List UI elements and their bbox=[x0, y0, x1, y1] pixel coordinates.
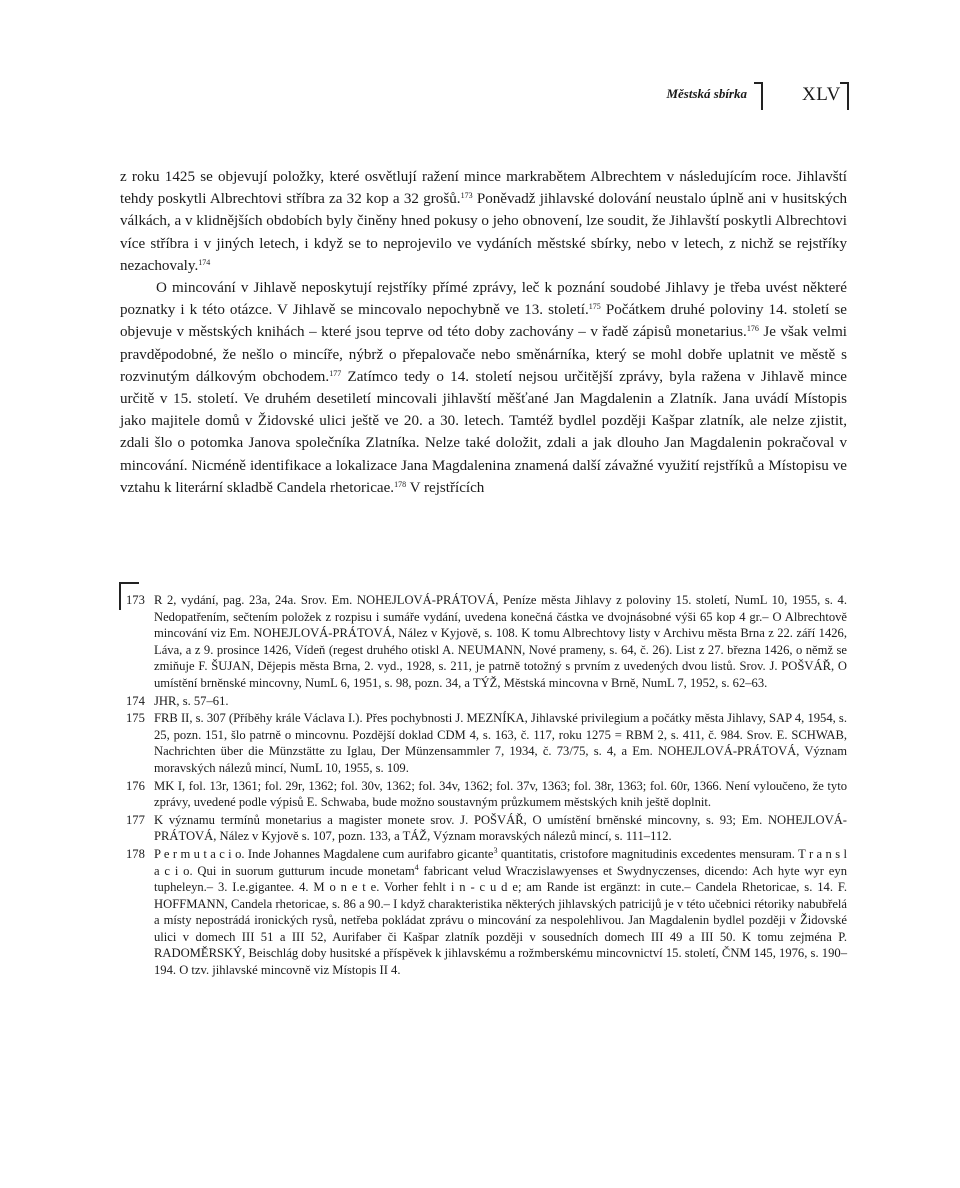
paragraph bbox=[120, 277, 847, 499]
text-run: Poněvadž jihlavské dolování neustalo úplně ani v husitských válkách, a v klidnějších obdobích byly činěny hned pokusy o jeho obnovení, lze soudit, že Jihlavští poskytli Albrechtovi více stříbra i v jiných letech, i když se to neprojevilo ve vydáních městské sbírky, nebo v letech, z nichž se rejstříky nezachovaly. bbox=[120, 191, 848, 274]
footnote-ref: 174 bbox=[198, 257, 211, 267]
footnote-ref: 177 bbox=[329, 368, 342, 378]
paragraph bbox=[120, 166, 847, 277]
footnote-ref: 178 bbox=[394, 479, 407, 489]
footnote-text bbox=[154, 812, 847, 845]
header-bracket-mark bbox=[754, 82, 763, 110]
text-run: z roku 1425 se objevují položky, které osvětlují ražení mince markrabětem Albrechtem v následujícím roce. Jihlavští tehdy poskytli Albrechtovi stříbra za 32 kop a 32 grošů. bbox=[120, 169, 847, 208]
footnote-number: 175 bbox=[126, 711, 145, 726]
footnote-ref: 175 bbox=[588, 302, 601, 312]
section-title: Městská sbírka bbox=[666, 86, 747, 101]
footnote-text bbox=[154, 592, 847, 692]
footnote-number: 176 bbox=[126, 778, 145, 793]
footnote bbox=[120, 693, 847, 710]
footnote-number: 173 bbox=[126, 593, 145, 607]
text-run: fabricant velud Wraczislawyenses et Swydnyczenses, dicendo: Ach hyte wyr eyn tupheleyn.– 3. I.e.gigantee. 4. M o n e t e. Vorher fehlt i n - c u d e; am Rande ist ergänzt: in cute.– Candela Rhetoricae, s. 14. F. HOFFMANN, Candela rhetoricae, s. 86 a 90.– I když charakteristika některých jihlavských patricijů je v této učebnici rétoriky nabubřelá a místy nepostrádá ironických rysů, netřeba pokládat zprávu o mincování za nespolehlivou. Jan Magdalenin bydlel později v Židovské ulici v domech III 51 a III 52, Aurifaber či Kašpar zlatník později v sousedních domech III 49 a III 50. K tomu zejména P. RADOMĚRSKÝ, Beischlág doby husitské a příspěvek k jihlavskému a rožmberskému mincovnictví 15. století, ČNM 145, 1976, s. 190–194. O tzv. jihlavské mincovně viz Místopis II 4. bbox=[154, 863, 847, 978]
text-run: V rejstřících bbox=[406, 479, 485, 496]
footnote-number: 177 bbox=[126, 812, 145, 827]
footnote-text bbox=[154, 846, 847, 979]
footnote bbox=[120, 778, 847, 811]
footnote-ref: 3 bbox=[493, 845, 498, 855]
footnotes bbox=[120, 592, 847, 980]
header-bracket-mark bbox=[840, 82, 849, 110]
footnote-text bbox=[154, 710, 847, 776]
main-text bbox=[120, 166, 847, 499]
footnote bbox=[120, 846, 847, 979]
footnote-number: 178 bbox=[126, 846, 145, 861]
text-run: Počátkem druhé poloviny 14. století se objevuje v městských knihách – které jsou teprve od této doby zachovány – v řadě zápisů monetarius. bbox=[120, 302, 847, 341]
running-header bbox=[0, 80, 960, 112]
text-run: FRB II, s. 307 (Příběhy krále Václava I.). Přes pochybnosti J. MEZNÍKA, Jihlavské privilegium a počátky města Jihlavy, SAP 4, 1954, s. 25, pozn. 151, šlo patrně o mincovnu. Pozdější doklad CDM 4, s. 163, č. 117, roku 1275 = RBM 2, s. 411, č. 984. Srov. E. SCHWAB, Nachrichten über die Münzstätte zu Iglau, Der Münzensammler 7, 1934, č. 73/75, s. 4, a Em. NOHEJLOVÁ-PRÁTOVÁ, Význam moravských nálezů mincí, NumL 10, 1955, s. 109. bbox=[154, 711, 847, 775]
footnote-text bbox=[154, 778, 847, 811]
text-run: quantitatis, cristofore magnitudinis excedentes mensuram. T r a n s l a c i o. Qui in suorum gutturum incude monetam bbox=[154, 846, 847, 878]
text-run: Zatímco tedy o 14. století nejsou určitější zprávy, byla ražena v Jihlavě mince určitě v 15. století. Ve druhém desetiletí mincovali jihlavští měšťané Jan Magdalenin a Zlatník. Jana uvádí Místopis jako majitele domů v Židovské ulici ještě ve 20. a 30. letech. Tamtéž bydlel později Kašpar zlatník, ale nelze zjistit, zdali šlo o potomka Janova společníka Zlatníka. Nelze také doložit, zdali a jak dlouho Jan Magdalenin pokračoval v mincování. Nicméně identifikace a lokalizace Jana Magdalenina znamená další závažné využití rejstříků a Místopisu ve vztahu k literární skladbě Candela rhetoricae. bbox=[120, 368, 847, 496]
text-run: P e r m u t a c i o. Inde Johannes Magdalene cum aurifabro gicante bbox=[154, 846, 494, 861]
text-run: MK I, fol. 13r, 1361; fol. 29r, 1362; fol. 30v, 1362; fol. 34v, 1362; fol. 37v, 1363; fol. 38r, 1363; fol. 60r, 1366. Není vyloučeno, že tyto zprávy, uvedené podle výpisů E. Schwaba, bude možno soustavným průzkumem městských knih ještě doplnit. bbox=[154, 778, 847, 810]
text-run: R 2, vydání, pag. 23a, 24a. Srov. Em. NOHEJLOVÁ-PRÁTOVÁ, Peníze města Jihlavy z poloviny 15. století, NumL 10, 1955, s. 4. Nedopatřením, sečtením položek z rozpisu i sumáře vydání, uvedena konečná částka ve dvojnásobné výši 65 kop 4 gr.– O Albrechtově mincování viz Em. NOHEJLOVÁ-PRÁTOVÁ, Nález v Kyjově, s. 108. K tomu Albrechtovy listy v Archivu města Brna z 22. září 1426, Láva, a z 9. prosince 1426, Vídeň (regest druhého otiskl A. NEUMANN, Nové prameny, s. 64, č. 26). List z 27. března 1426, o němž se zmiňuje F. ŠUJAN, Dějepis města Brna, 2. vyd., 1928, s. 211, je patrně totožný s prvním z uvedených dvou listů. Srov. J. POŠVÁŘ, O umístění brněnské mincovny, NumL 6, 1951, s. 98, pozn. 34, a TÝŽ, Městská mincovna v Brně, NumL 7, 1952, s. 62–63. bbox=[154, 593, 847, 690]
footnote bbox=[120, 710, 847, 776]
footnote-ref: 176 bbox=[746, 324, 759, 334]
text-run: K významu termínů monetarius a magister monete srov. J. POŠVÁŘ, O umístění brněnské mincovny, s. 93; Em. NOHEJLOVÁ-PRÁTOVÁ, Nález v Kyjově s. 107, pozn. 133, a TÁŽ, Význam moravských nálezů mincí, s. 111–112. bbox=[154, 812, 847, 844]
footnote bbox=[120, 812, 847, 845]
footnote-ref: 173 bbox=[460, 191, 473, 201]
footnote-text bbox=[154, 693, 847, 710]
text-run: JHR, s. 57–61. bbox=[154, 693, 229, 708]
text-run: O mincování v Jihlavě neposkytují rejstříky přímé zprávy, leč k poznání soudobé Jihlavy je třeba uvést některé poznatky i k této otázce. V Jihlavě se mincovalo nepochybně ve 13. století. bbox=[120, 280, 847, 319]
page-number: XLV bbox=[802, 84, 841, 105]
footnote-number: 174 bbox=[126, 693, 145, 708]
footnote bbox=[120, 592, 847, 692]
text-run: Je však velmi pravděpodobné, že nešlo o mincíře, nýbrž o přepalovače nebo směnárníka, který se mohl dobře uplatnit ve městě s rozvinutým dálkovým obchodem. bbox=[120, 324, 847, 385]
footnote-ref: 4 bbox=[414, 862, 419, 872]
